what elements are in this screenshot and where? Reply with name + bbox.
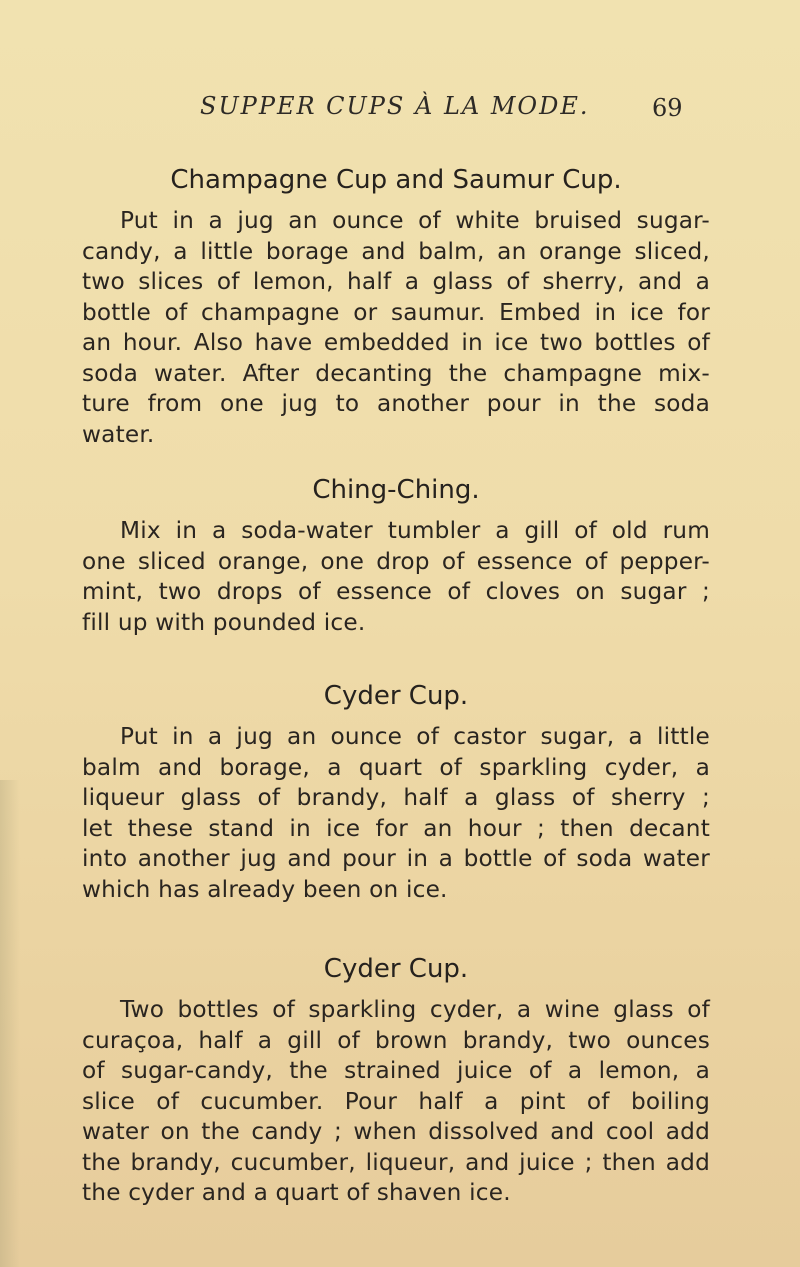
paragraph-line: an hour. Also have embedded in ice two bottles of (82, 329, 710, 356)
paragraph-line: slice of cucumber. Pour half a pint of boiling (82, 1087, 710, 1115)
recipe-title: Cyder Cup. (323, 954, 469, 984)
paragraph-line: Put in a jug an ounce of white bruised sugar- (120, 207, 710, 234)
recipe-title: Cyder Cup. (323, 681, 469, 711)
paragraph-line: the cyder and a quart of shaven ice. (82, 1179, 511, 1206)
paragraph-line: one sliced orange, one drop of essence of pepper- (82, 547, 710, 575)
recipe-cyder-cup-2 (82, 951, 710, 1209)
paragraph-line: balm and borage, a quart of sparkling cyder, a (82, 753, 710, 781)
paragraph-line: which has already been on ice. (82, 875, 448, 903)
paragraph-line: Mix in a soda-water tumbler a gill of old rum (120, 517, 710, 544)
paragraph-line: fill up with pounded ice. (82, 608, 366, 636)
recipe-ching-ching (82, 472, 710, 638)
paragraph-line: water on the candy ; when dissolved and cool add (82, 1118, 710, 1145)
paragraph-line: ture from one jug to another pour in the soda (82, 390, 710, 417)
paragraph-line: soda water. After decanting the champagne mix- (82, 359, 710, 387)
paragraph-line: Put in a jug an ounce of castor sugar, a little (120, 723, 710, 750)
page-header (0, 92, 800, 128)
paragraph-line: of sugar-candy, the strained juice of a lemon, a (82, 1057, 710, 1084)
paragraph-line: curaçoa, half a gill of brown brandy, two ounces (82, 1026, 710, 1054)
paragraph-line: into another jug and pour in a bottle of soda water (82, 845, 710, 872)
page-edge-shadow (0, 780, 20, 1267)
paragraph-line: water. (82, 420, 155, 448)
paragraph-line: bottle of champagne or saumur. Embed in ice for (82, 298, 710, 326)
paragraph-line: two slices of lemon, half a glass of sherry, and a (82, 268, 710, 295)
recipe-title: Ching-Ching. (312, 475, 480, 505)
recipe-cyder-cup-1 (82, 678, 710, 905)
page-body (82, 162, 710, 1209)
running-head: SUPPER CUPS À LA MODE. (200, 92, 590, 120)
paragraph-line: the brandy, cucumber, liqueur, and juice ; then add (82, 1148, 710, 1176)
paragraph-line: mint, two drops of essence of cloves on sugar ; (82, 578, 710, 605)
page-number: 69 (652, 94, 683, 122)
paragraph-line: let these stand in ice for an hour ; then decant (82, 814, 710, 842)
paragraph-line: candy, a little borage and balm, an orange sliced, (82, 237, 710, 265)
recipe-champagne-saumur-cup (82, 162, 710, 450)
recipe-title: Champagne Cup and Saumur Cup. (170, 165, 622, 195)
paragraph-line: liqueur glass of brandy, half a glass of sherry ; (82, 784, 710, 811)
paragraph-line: Two bottles of sparkling cyder, a wine glass of (120, 996, 710, 1023)
